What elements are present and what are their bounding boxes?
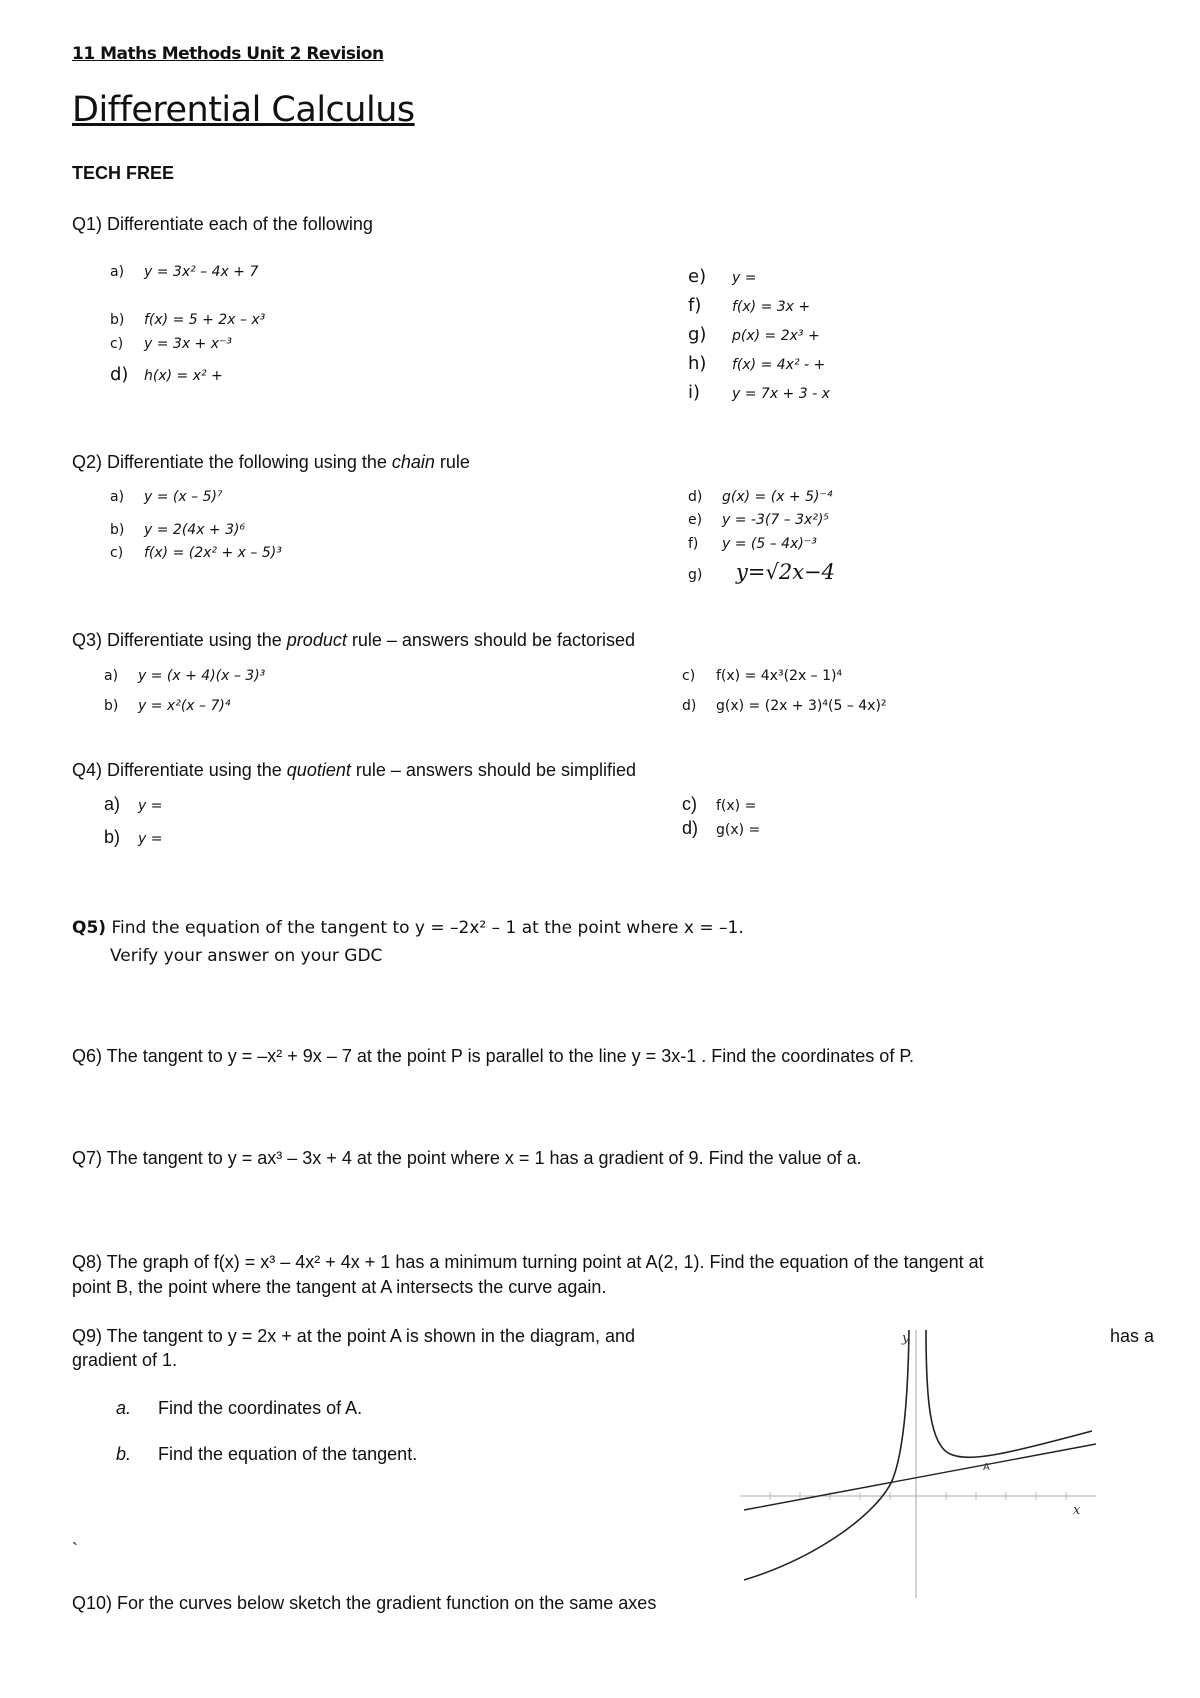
item-expr: p(x) = 2x³ + <box>732 328 820 344</box>
q2-item-c <box>110 545 282 561</box>
item-label: c) <box>682 668 696 684</box>
item-label: h) <box>688 353 707 374</box>
item-label: a) <box>104 668 119 684</box>
q3-item-b <box>104 698 230 714</box>
prompt-pre: Q4) Differentiate using the <box>72 760 287 780</box>
prompt-pre: Q2) Differentiate the following using the <box>72 452 392 472</box>
prompt-pre: Q3) Differentiate using the <box>72 630 287 650</box>
prompt-em: chain <box>391 452 435 472</box>
q2-item-a <box>110 489 223 505</box>
q1-prompt: Q1) Differentiate each of the following <box>72 214 373 234</box>
item-expr: y = 2(4x + 3)⁶ <box>144 522 246 538</box>
q3-prompt <box>72 630 635 651</box>
item-expr: f(x) = (2x² + x – 5)³ <box>144 545 282 561</box>
prompt-em: product <box>286 630 347 650</box>
q2-item-d <box>688 489 832 505</box>
part-label: b. <box>116 1444 132 1464</box>
stray-mark: ` <box>72 1540 78 1560</box>
page-title: Differential Calculus <box>72 90 415 130</box>
q2-item-f <box>688 536 817 552</box>
q4-item-c <box>682 794 756 815</box>
prompt-post: rule – answers should be factorised <box>346 630 636 650</box>
item-label: f) <box>688 295 702 316</box>
q9-part-b <box>116 1444 417 1465</box>
part-text: Find the equation of the tangent. <box>158 1444 418 1464</box>
prompt-em: quotient <box>286 760 351 780</box>
q1-item-e <box>688 266 756 287</box>
item-expr: f(x) = <box>716 798 757 814</box>
x-axis-label: x <box>1073 1503 1081 1518</box>
curve-left-branch <box>744 1330 909 1580</box>
item-expr: f(x) = 4x² - + <box>732 357 826 373</box>
item-expr: y = 3x² – 4x + 7 <box>144 264 259 280</box>
q10-text: Q10) For the curves below sketch the gradient function on the same axes <box>72 1593 657 1613</box>
item-label: e) <box>688 512 703 528</box>
q9-has-a: has a <box>1110 1326 1155 1346</box>
curve-right-branch <box>926 1330 1092 1457</box>
item-expr: y = <box>732 270 757 286</box>
item-expr: y = (x – 5)⁷ <box>144 489 223 505</box>
item-label: c) <box>110 336 124 352</box>
q9-line1: Q9) The tangent to y = 2x + at the point A is shown in the diagram, and <box>72 1326 636 1346</box>
item-expr: y = 7x + 3 - x <box>732 386 830 402</box>
item-label: d) <box>110 364 129 385</box>
item-label: a) <box>104 794 121 814</box>
q2-prompt <box>72 452 470 473</box>
q3-item-d <box>682 698 887 714</box>
q1-item-b <box>110 312 265 328</box>
q1-item-f <box>688 295 810 316</box>
q6-text: Q6) The tangent to y = –x² + 9x – 7 at the point P is parallel to the line y = 3x-1 . Find the coordinates of P. <box>72 1046 915 1066</box>
q9-line2: gradient of 1. <box>72 1350 178 1370</box>
point-a-label: A <box>983 1462 990 1473</box>
item-expr: g(x) = <box>716 822 761 838</box>
item-label: a) <box>110 489 125 505</box>
item-expr: y = <box>138 831 163 847</box>
item-label: d) <box>682 698 697 714</box>
q8-line2: point B, the point where the tangent at A intersects the curve again. <box>72 1277 607 1297</box>
item-label: g) <box>688 567 703 583</box>
item-label: b) <box>110 522 125 538</box>
q8-line1: Q8) The graph of f(x) = x³ – 4x² + 4x + 1 has a minimum turning point at A(2, 1). Find the equation of the tangent at <box>72 1252 984 1272</box>
item-label: c) <box>110 545 124 561</box>
q1-item-c <box>110 336 232 352</box>
item-label: b) <box>104 827 121 847</box>
item-expr: f(x) = 4x³(2x – 1)⁴ <box>716 668 843 684</box>
item-label: c) <box>682 794 697 814</box>
item-expr: g(x) = (x + 5)⁻⁴ <box>722 489 833 505</box>
item-label: e) <box>688 266 707 287</box>
item-label: b) <box>104 698 119 714</box>
q2-item-e <box>688 512 829 528</box>
item-label: d) <box>682 818 699 838</box>
tangent-line <box>744 1444 1096 1510</box>
item-expr: y = 3x + x⁻³ <box>144 336 233 352</box>
q1-item-g <box>688 324 820 345</box>
item-label: g) <box>688 324 707 345</box>
q1-item-d <box>110 364 223 385</box>
q1-item-a <box>110 264 258 280</box>
item-expr: g(x) = (2x + 3)⁴(5 – 4x)² <box>716 698 887 714</box>
q3-item-c <box>682 668 842 684</box>
q2-item-b <box>110 522 245 538</box>
item-expr: f(x) = 3x + <box>732 299 811 315</box>
q3-item-a <box>104 668 265 684</box>
item-expr: y = (x + 4)(x – 3)³ <box>138 668 266 684</box>
item-expr: y = <box>138 798 163 814</box>
q4-item-a <box>104 794 162 815</box>
part-label: a. <box>116 1398 132 1418</box>
q5-text: Find the equation of the tangent to y = –2x² – 1 at the point where x = –1. <box>106 918 744 938</box>
q5-line2: Verify your answer on your GDC <box>110 946 383 966</box>
item-expr: f(x) = 5 + 2x – x³ <box>144 312 266 328</box>
q2-item-g <box>688 560 835 584</box>
q5-line1 <box>72 918 744 938</box>
y-axis-label: y <box>902 1331 910 1346</box>
item-expr: y = -3(7 – 3x²)⁵ <box>722 512 830 528</box>
q1-item-i <box>688 382 830 403</box>
item-label: i) <box>688 382 701 403</box>
q1-item-h <box>688 353 825 374</box>
item-label: a) <box>110 264 125 280</box>
q4-prompt <box>72 760 636 781</box>
prompt-post: rule – answers should be simplified <box>350 760 637 780</box>
q7-text: Q7) The tangent to y = ax³ – 3x + 4 at the point where x = 1 has a gradient of 9. Find the value of a. <box>72 1148 862 1168</box>
item-expr: y = x²(x – 7)⁴ <box>138 698 231 714</box>
item-label: d) <box>688 489 703 505</box>
q5-number: Q5) <box>72 918 107 938</box>
item-label: f) <box>688 536 699 552</box>
part-text: Find the coordinates of A. <box>158 1398 363 1418</box>
item-label: b) <box>110 312 125 328</box>
item-expr: h(x) = x² + <box>144 368 223 384</box>
q4-item-b <box>104 827 162 848</box>
item-expr: y = (5 – 4x)⁻³ <box>722 536 817 552</box>
section-heading: TECH FREE <box>72 163 175 183</box>
q4-item-d <box>682 818 760 839</box>
item-expr: y=√2x−4 <box>736 560 836 584</box>
header-text: 11 Maths Methods Unit 2 Revision <box>72 44 384 64</box>
prompt-post: rule <box>434 452 470 472</box>
tangent-graph <box>740 1320 1100 1600</box>
q9-part-a <box>116 1398 362 1419</box>
